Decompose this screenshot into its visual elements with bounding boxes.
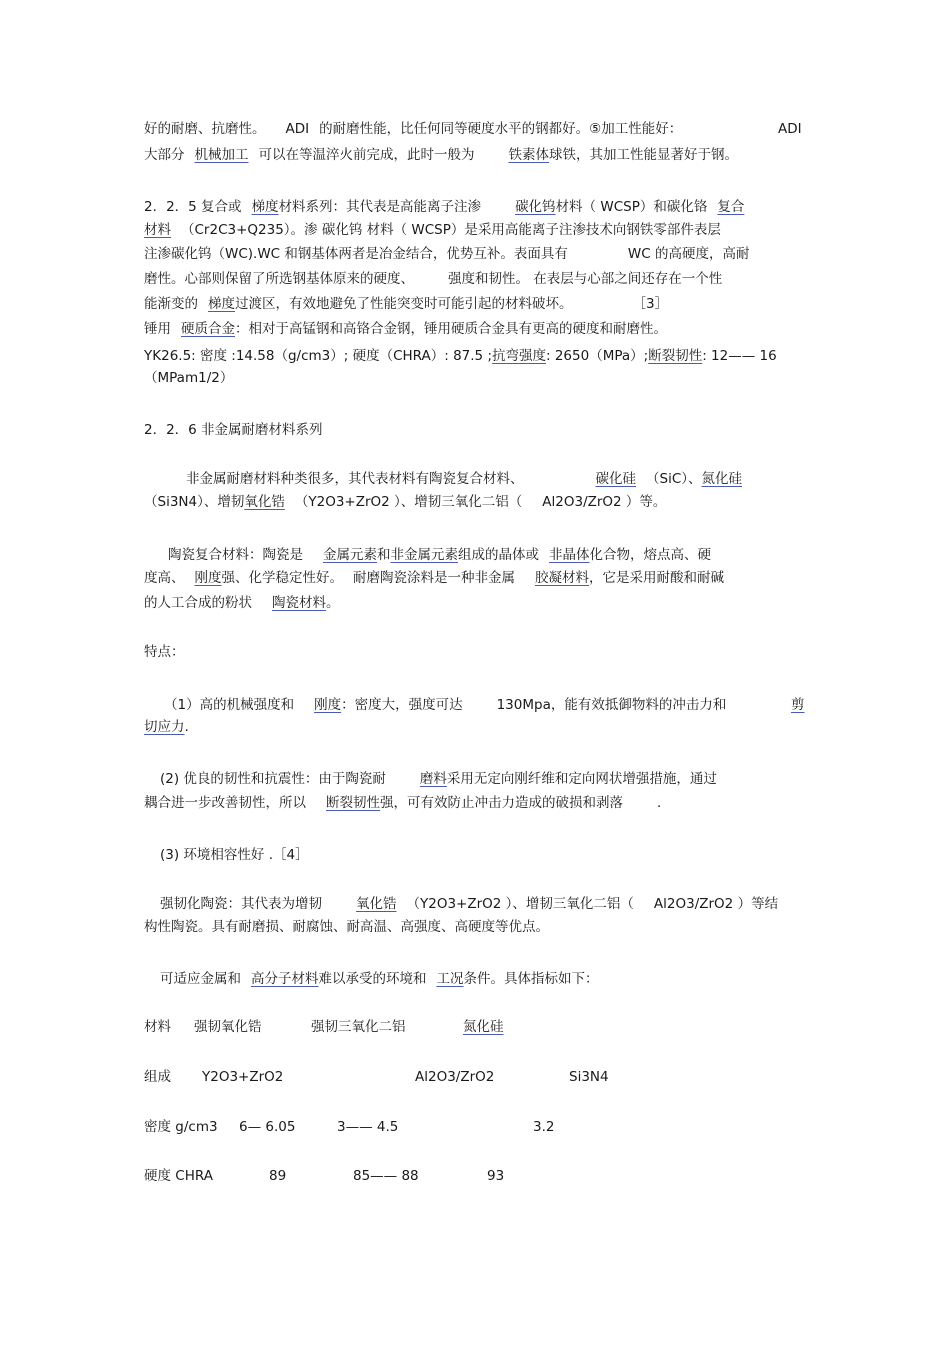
table-cell: 密度 g/cm3 (144, 1119, 218, 1135)
link-yanghuagao[interactable]: 氧化锆 (244, 494, 285, 510)
p2-line7: YK26.5: 密度 :14.58（g/cm3）; 硬度（CHRA）: 87.5 ;抗弯强度: 2650（MPa）;断裂韧性: 12—— 16 (144, 348, 777, 364)
table-cell: 材料 (144, 1019, 171, 1035)
p3-line1: 非金属耐磨材料种类很多，其代表材料有陶瓷复合材料、 碳化硅 （SiC）、氮化硅 (186, 471, 742, 487)
link-duanlie-renxing-2[interactable]: 断裂韧性 (326, 795, 380, 811)
link-danhuagui[interactable]: 氮化硅 (701, 471, 742, 487)
link-jian[interactable]: 剪 (791, 697, 805, 713)
link-gaofenzi-cailiao[interactable]: 高分子材料 (251, 971, 319, 987)
p2-line8: （MPam1/2） (144, 370, 234, 386)
link-yanghuagao-2[interactable]: 氧化锆 (356, 896, 397, 912)
section-heading-226: 2．2．6 非金属耐磨材料系列 (144, 422, 323, 438)
p1-line2: 大部分 机械加工 可以在等温淬火前完成，此时一般为 铁素体球铁，其加工性能显著好于钢。 (144, 147, 738, 163)
p1-line1-end: ADI (778, 121, 802, 137)
link-tiesuti[interactable]: 铁素体 (508, 147, 549, 163)
link-feijinshu-yuansu[interactable]: 非金属元素 (390, 547, 458, 563)
p2-line5: 能渐变的 梯度过渡区，有效地避免了性能突变时可能引起的材料破坏。 ［3］ (144, 296, 669, 312)
p6-line1: (2) 优良的韧性和抗震性：由于陶瓷耐 磨料采用无定向刚纤维和定向网状增强措施，通过 (160, 771, 717, 787)
link-gangdu[interactable]: 刚度 (194, 570, 222, 586)
table-cell: 6— 6.05 (239, 1119, 296, 1135)
table-cell: 85—— 88 (353, 1168, 419, 1184)
p2-line1: 2．2．5 复合或 梯度材料系列：其代表是高能离子注渗 碳化钨材料（ WCSP）和碳化铬 复合 (144, 199, 745, 215)
p2-line3: 注渗碳化钨（WC).WC 和钢基体两者是冶金结合，优势互补。表面具有 WC 的高硬度，高耐 (144, 246, 750, 262)
link-feijingti[interactable]: 非晶体 (549, 547, 590, 563)
table-cell (463, 1017, 504, 1037)
table-cell: 89 (269, 1168, 287, 1184)
link-tanhuawu[interactable]: 碳化钨 (515, 199, 556, 215)
link-jinshu-yuansu[interactable]: 金属元素 (323, 547, 377, 563)
p6-line2: 耦合进一步改善韧性，所以 断裂韧性强，可有效防止冲击力造成的破损和剥落 . (144, 795, 662, 811)
table-cell: 3—— 4.5 (337, 1119, 399, 1135)
link-tanhuagui[interactable]: 碳化硅 (595, 471, 636, 487)
link-qieyingli[interactable]: 切应力 (144, 719, 185, 735)
table-cell: 组成 (144, 1069, 171, 1085)
link-fuhe[interactable]: 复合 (717, 199, 745, 215)
table-cell: 硬度 CHRA (144, 1168, 213, 1184)
link-danhuagui-2[interactable]: 氮化硅 (463, 1019, 504, 1035)
table-cell: Y2O3+ZrO2 (202, 1069, 284, 1085)
link-gongkuang[interactable]: 工况 (436, 971, 464, 987)
table-cell: 93 (487, 1168, 505, 1184)
p3-line2: （Si3N4）、增韧氧化锆 （Y2O3+ZrO2 ）、增韧三氧化二铝（ Al2O3/ZrO2 ）等。 (144, 494, 667, 510)
link-tidu[interactable]: 梯度 (251, 199, 279, 215)
link-kangwan-qiangdu[interactable]: 抗弯强度 (492, 348, 546, 364)
link-moliao[interactable]: 磨料 (419, 771, 447, 787)
features-label: 特点： (144, 644, 185, 660)
p5-line1: （1）高的机械强度和 刚度：密度大，强度可达 130Mpa，能有效抵御物料的冲击力和 (164, 697, 727, 713)
p4-line1: 陶瓷复合材料：陶瓷是 金属元素和非金属元素组成的晶体或 非晶体化合物，熔点高、硬 (168, 547, 711, 563)
p8-line1: 强韧化陶瓷：其代表为增韧 氧化锆 （Y2O3+ZrO2 ）、增韧三氧化二铝（ Al2O3/ZrO2 ）等结 (160, 896, 779, 912)
table-cell: 强韧三氧化二铝 (311, 1019, 406, 1035)
link-taoci-cailiao[interactable]: 陶瓷材料 (272, 595, 326, 611)
link-tidu-2[interactable]: 梯度 (208, 296, 235, 312)
table-cell: 强韧氧化锆 (194, 1019, 262, 1035)
table-cell: 3.2 (533, 1119, 555, 1135)
p9: 可适应金属和 高分子材料难以承受的环境和 工况条件。具体指标如下： (160, 971, 599, 987)
p5-line1-end (791, 695, 805, 715)
link-duanlie-renxing[interactable]: 断裂韧性 (648, 348, 703, 364)
p7: (3) 环境相容性好 .［4］ (160, 847, 309, 863)
table-cell: Al2O3/ZrO2 (415, 1069, 495, 1085)
table-cell: Si3N4 (569, 1069, 609, 1085)
p8-line2: 构性陶瓷。具有耐磨损、耐腐蚀、耐高温、高强度、高硬度等优点。 (144, 919, 549, 935)
link-jixie-jiagong[interactable]: 机械加工 (194, 147, 249, 163)
p4-line3: 的人工合成的粉状 陶瓷材料。 (144, 595, 340, 611)
link-jiaoning-cailiao[interactable]: 胶凝材料 (535, 570, 589, 586)
p1-line1: 好的耐磨、抗磨性。 ADI 的耐磨性能，比任何同等硬度水平的钢都好。⑤加工性能好： (144, 121, 683, 137)
p2-line4: 磨性。心部则保留了所选钢基体原来的硬度、 强度和韧性。 在表层与心部之间还存在一个性 (144, 271, 723, 287)
p5-line2: 切应力. (144, 719, 189, 735)
p2-line6: 锤用 硬质合金：相对于高锰钢和高铬合金钢，锤用硬质合金具有更高的硬度和耐磨性。 (144, 321, 667, 337)
link-cailiao[interactable]: 材料 (144, 222, 171, 238)
link-yingzhi-hejin[interactable]: 硬质合金 (181, 321, 235, 337)
link-gangdu-2[interactable]: 刚度 (314, 697, 342, 713)
p2-line2: 材料 （Cr2C3+Q235）。渗 碳化钨 材料（ WCSP）是采用高能离子注渗技术向钢铁零部件表层 (144, 222, 721, 238)
p4-line2: 度高、 刚度强、化学稳定性好。 耐磨陶瓷涂料是一种非金属 胶凝材料，它是采用耐酸和耐碱 (144, 570, 724, 586)
